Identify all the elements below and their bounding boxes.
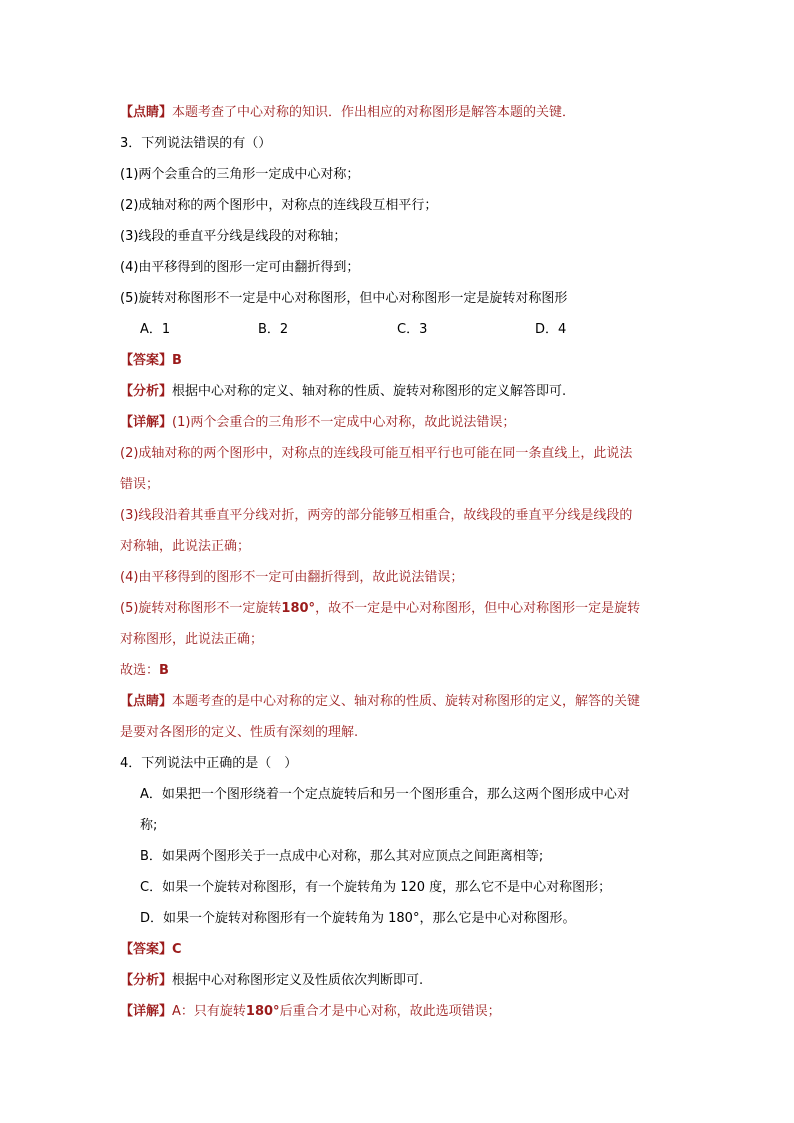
dianjing-tag-2: 【点睛】	[120, 694, 173, 709]
q3-detail5-part-a: (5)旋转对称图形不一定旋转	[120, 601, 282, 616]
q4-option-a-2: 称;	[140, 818, 158, 833]
q4-option-b: B．如果两个图形关于一点成中心对称，那么其对应顶点之间距离相等;	[140, 849, 544, 864]
q4-detail-line	[120, 1003, 501, 1021]
detail-tag: 【详解】	[120, 415, 173, 430]
dianjing-text: 本题考查了中心对称的知识．作出相应的对称图形是解答本题的关键．	[172, 105, 576, 120]
q3-detail5-part-c: ，故不一定是中心对称图形，但中心对称图形一定是旋转	[315, 601, 641, 616]
q4-detail-part-a: A：只有旋转	[172, 1004, 246, 1019]
q3-detail-5: 对称轴，此说法正确；	[120, 539, 251, 554]
q3-dianjing-line-1	[120, 693, 640, 711]
q4-detail-part-c: 后重合才是中心对称，故此选项错误；	[279, 1004, 501, 1019]
q4-detail-angle: 180°	[245, 1004, 280, 1019]
q3-stem: 3．下列说法错误的有（）	[120, 136, 272, 151]
q4-stem: 4．下列说法中正确的是（ ）	[120, 756, 298, 771]
q3-detail-4: (3)线段沿着其垂直平分线对折，两旁的部分能够互相重合，故线段的垂直平分线是线段的	[120, 508, 633, 523]
q3-item-2: (2)成轴对称的两个图形中，对称点的连线段互相平行；	[120, 198, 438, 213]
q3-choose-label: 故选：	[120, 663, 160, 678]
q3-answer-line	[120, 352, 182, 370]
analysis-tag-2: 【分析】	[120, 973, 173, 988]
detail-tag-2: 【详解】	[120, 1004, 173, 1019]
q3-detail-2: (2)成轴对称的两个图形中，对称点的连线段可能互相平行也可能在同一条直线上，此说法	[120, 446, 633, 461]
q3-detail5-angle: 180°	[281, 601, 316, 616]
q3-choose-line	[120, 662, 169, 680]
q3-option-d: D．4	[535, 322, 567, 337]
q3-option-c: C．3	[397, 322, 428, 337]
q3-analysis-line	[120, 383, 566, 401]
q3-detail-7	[120, 600, 640, 618]
q3-answer: B	[172, 353, 182, 368]
dianjing-tag: 【点睛】	[120, 105, 173, 120]
q3-choose-value: B	[159, 663, 169, 678]
q3-detail-line-1	[120, 414, 515, 432]
q4-analysis-line	[120, 972, 423, 990]
q3-option-b: B．2	[258, 322, 289, 337]
q3-detail-1: (1)两个会重合的三角形不一定成中心对称，故此说法错误；	[172, 415, 516, 430]
q4-analysis: 根据中心对称图形定义及性质依次判断即可.	[172, 973, 424, 988]
q3-detail-6: (4)由平移得到的图形不一定可由翻折得到，故此说法错误；	[120, 570, 464, 585]
analysis-tag: 【分析】	[120, 384, 173, 399]
q3-dianjing-1: 本题考查的是中心对称的定义、轴对称的性质、旋转对称图形的定义，解答的关键	[172, 694, 641, 709]
q3-option-a: A．1	[140, 322, 171, 337]
q3-item-4: (4)由平移得到的图形一定可由翻折得到；	[120, 260, 360, 275]
q3-analysis: 根据中心对称的定义、轴对称的性质、旋转对称图形的定义解答即可.	[172, 384, 567, 399]
q3-item-5: (5)旋转对称图形不一定是中心对称图形，但中心对称图形一定是旋转对称图形	[120, 291, 568, 306]
q4-option-a-1: A．如果把一个图形绕着一个定点旋转后和另一个图形重合，那么这两个图形成中心对	[140, 787, 630, 802]
q4-option-d: D．如果一个旋转对称图形有一个旋转角为 180°，那么它是中心对称图形。	[140, 911, 576, 926]
q3-detail-8: 对称图形，此说法正确；	[120, 632, 264, 647]
q4-option-c: C．如果一个旋转对称图形，有一个旋转角为 120 度，那么它不是中心对称图形；	[140, 880, 612, 895]
q3-detail-3: 错误；	[120, 477, 160, 492]
dianjing-line-1	[120, 104, 575, 122]
q3-dianjing-2: 是要对各图形的定义、性质有深刻的理解.	[120, 725, 359, 740]
q3-item-1: (1)两个会重合的三角形一定成中心对称；	[120, 167, 360, 182]
q3-item-3: (3)线段的垂直平分线是线段的对称轴；	[120, 229, 347, 244]
answer-tag: 【答案】	[120, 353, 173, 368]
answer-tag-2: 【答案】	[120, 942, 173, 957]
q4-answer-line	[120, 941, 182, 959]
q4-answer: C	[172, 942, 182, 957]
